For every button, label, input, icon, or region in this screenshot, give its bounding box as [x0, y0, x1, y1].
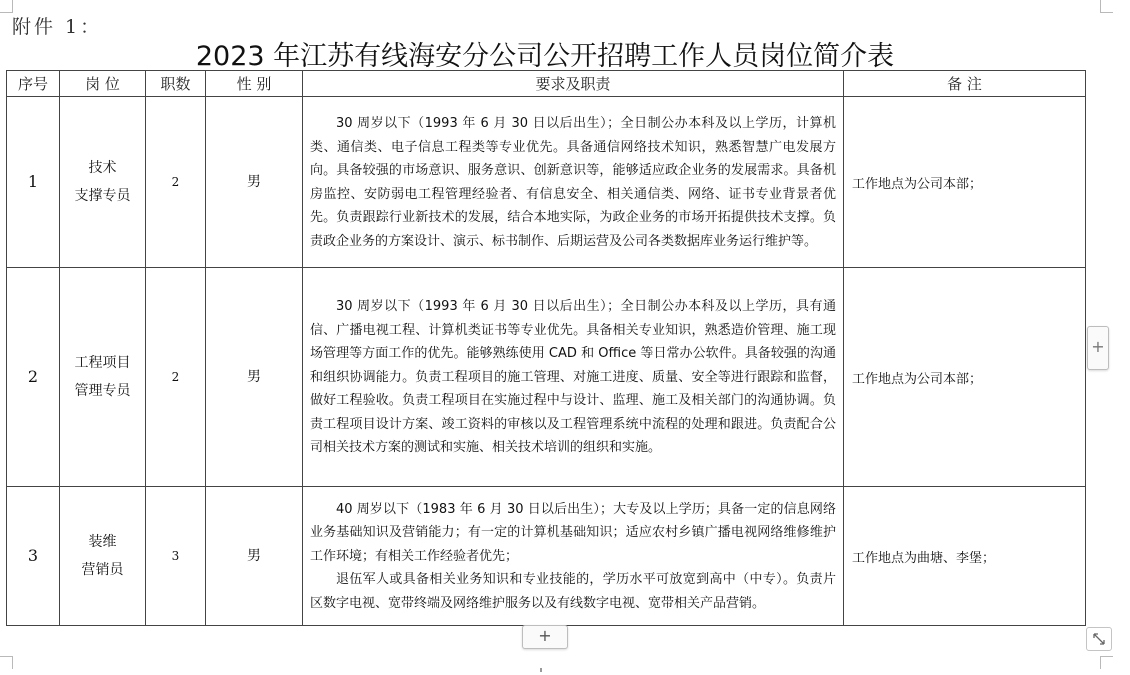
add-row-button[interactable]: + — [522, 625, 568, 649]
requirement-paragraph: 30 周岁以下（1993 年 6 月 30 日以后出生）；全日制公办本科及以上学历，具有通信、广播电视工程、计算机类证书等专业优先。具备相关专业知识，熟悉造价管理、施工现场管理等方面工作的优先。能够熟练使用 CAD 和 Office 等日常办公软件。具备较强的沟通和组织协调能力。负责工程项目的施工管理、对施工进度、质量、安全等进行跟踪和监督，做好工程验收。负责工程项目在实施过程中与设计、监理、施工及相关部门的沟通协调。负责工程项目设计方案、竣工资料的审核以及工程管理系统中流程的处理和跟进。负责配合公司相关技术方案的测试和实施、相关技术培训的组织和实施。 — [310, 299, 836, 456]
position-line: 管理专员 — [74, 383, 131, 399]
position-line: 支撑专员 — [74, 188, 131, 204]
position-line: 技术 — [88, 160, 117, 176]
row-requirements — [303, 97, 844, 268]
row-remarks: 工作地点为曲塘、李堡； — [844, 487, 1086, 626]
requirement-paragraph: 退伍军人或具备相关业务知识和专业技能的，学历水平可放宽到高中（中专）。负责片区数字电视、宽带终端及网络维护服务以及有线数字电视、宽带相关产品营销。 — [310, 572, 836, 611]
header-position: 岗 位 — [60, 71, 146, 97]
row-count: 2 — [146, 268, 206, 487]
position-line: 工程项目 — [74, 355, 131, 371]
document-title: 2023 年江苏有线海安分公司公开招聘工作人员岗位简介表 — [195, 41, 895, 72]
row-index: 3 — [7, 487, 60, 626]
row-index: 1 — [7, 97, 60, 268]
row-position — [60, 487, 146, 626]
page-corner-mark — [1100, 656, 1113, 669]
attachment-label: 附件 1： — [12, 16, 103, 38]
table-row — [7, 487, 1086, 626]
table-row — [7, 268, 1086, 487]
row-gender: 男 — [206, 268, 303, 487]
row-gender: 男 — [206, 97, 303, 268]
resize-table-button[interactable] — [1086, 627, 1112, 651]
requirement-paragraph: 40 周岁以下（1983 年 6 月 30 日以后出生）；大专及以上学历；具备一定的信息网络业务基础知识及营销能力；有一定的计算机基础知识；适应农村乡镇广播电视网络维修维护工作环境；有相关工作经验者优先； — [310, 501, 836, 564]
page-corner-mark — [0, 656, 13, 669]
table-row — [7, 97, 1086, 268]
position-line: 营销员 — [81, 562, 124, 578]
expand-arrows-icon — [1087, 628, 1111, 650]
header-count: 职数 — [146, 71, 206, 97]
header-index: 序号 — [7, 71, 60, 97]
row-index: 2 — [7, 268, 60, 487]
row-position — [60, 97, 146, 268]
row-remarks: 工作地点为公司本部； — [844, 97, 1086, 268]
page-corner-mark — [1100, 0, 1113, 13]
row-count: 3 — [146, 487, 206, 626]
requirement-paragraph: 30 周岁以下（1993 年 6 月 30 日以后出生）；全日制公办本科及以上学历，计算机类、通信类、电子信息工程类等专业优先。具备通信网络技术知识，熟悉智慧广电发展方向。具备较强的市场意识、服务意识、创新意识等，能够适应政企业务的发展需求。具备机房监控、安防弱电工程管理经验者、有信息安全、相关通信类、网络、证书专业背景者优先。负责跟踪行业新技术的发展，结合本地实际，为政企业务的市场开拓提供技术支撑。负责政企业务的方案设计、演示、标书制作、后期运营及公司各类数据库业务运行维护等。 — [310, 116, 836, 249]
header-remarks: 备 注 — [844, 71, 1086, 97]
add-column-button[interactable]: + — [1087, 326, 1109, 370]
row-requirements — [303, 268, 844, 487]
job-table — [6, 70, 1086, 626]
row-position — [60, 268, 146, 487]
header-gender: 性 别 — [206, 71, 303, 97]
position-line: 装维 — [88, 534, 117, 550]
page-break-mark — [540, 668, 542, 672]
row-remarks: 工作地点为公司本部； — [844, 268, 1086, 487]
row-gender: 男 — [206, 487, 303, 626]
row-count: 2 — [146, 97, 206, 268]
header-requirements: 要求及职责 — [303, 71, 844, 97]
row-requirements — [303, 487, 844, 626]
table-header-row — [7, 71, 1086, 97]
